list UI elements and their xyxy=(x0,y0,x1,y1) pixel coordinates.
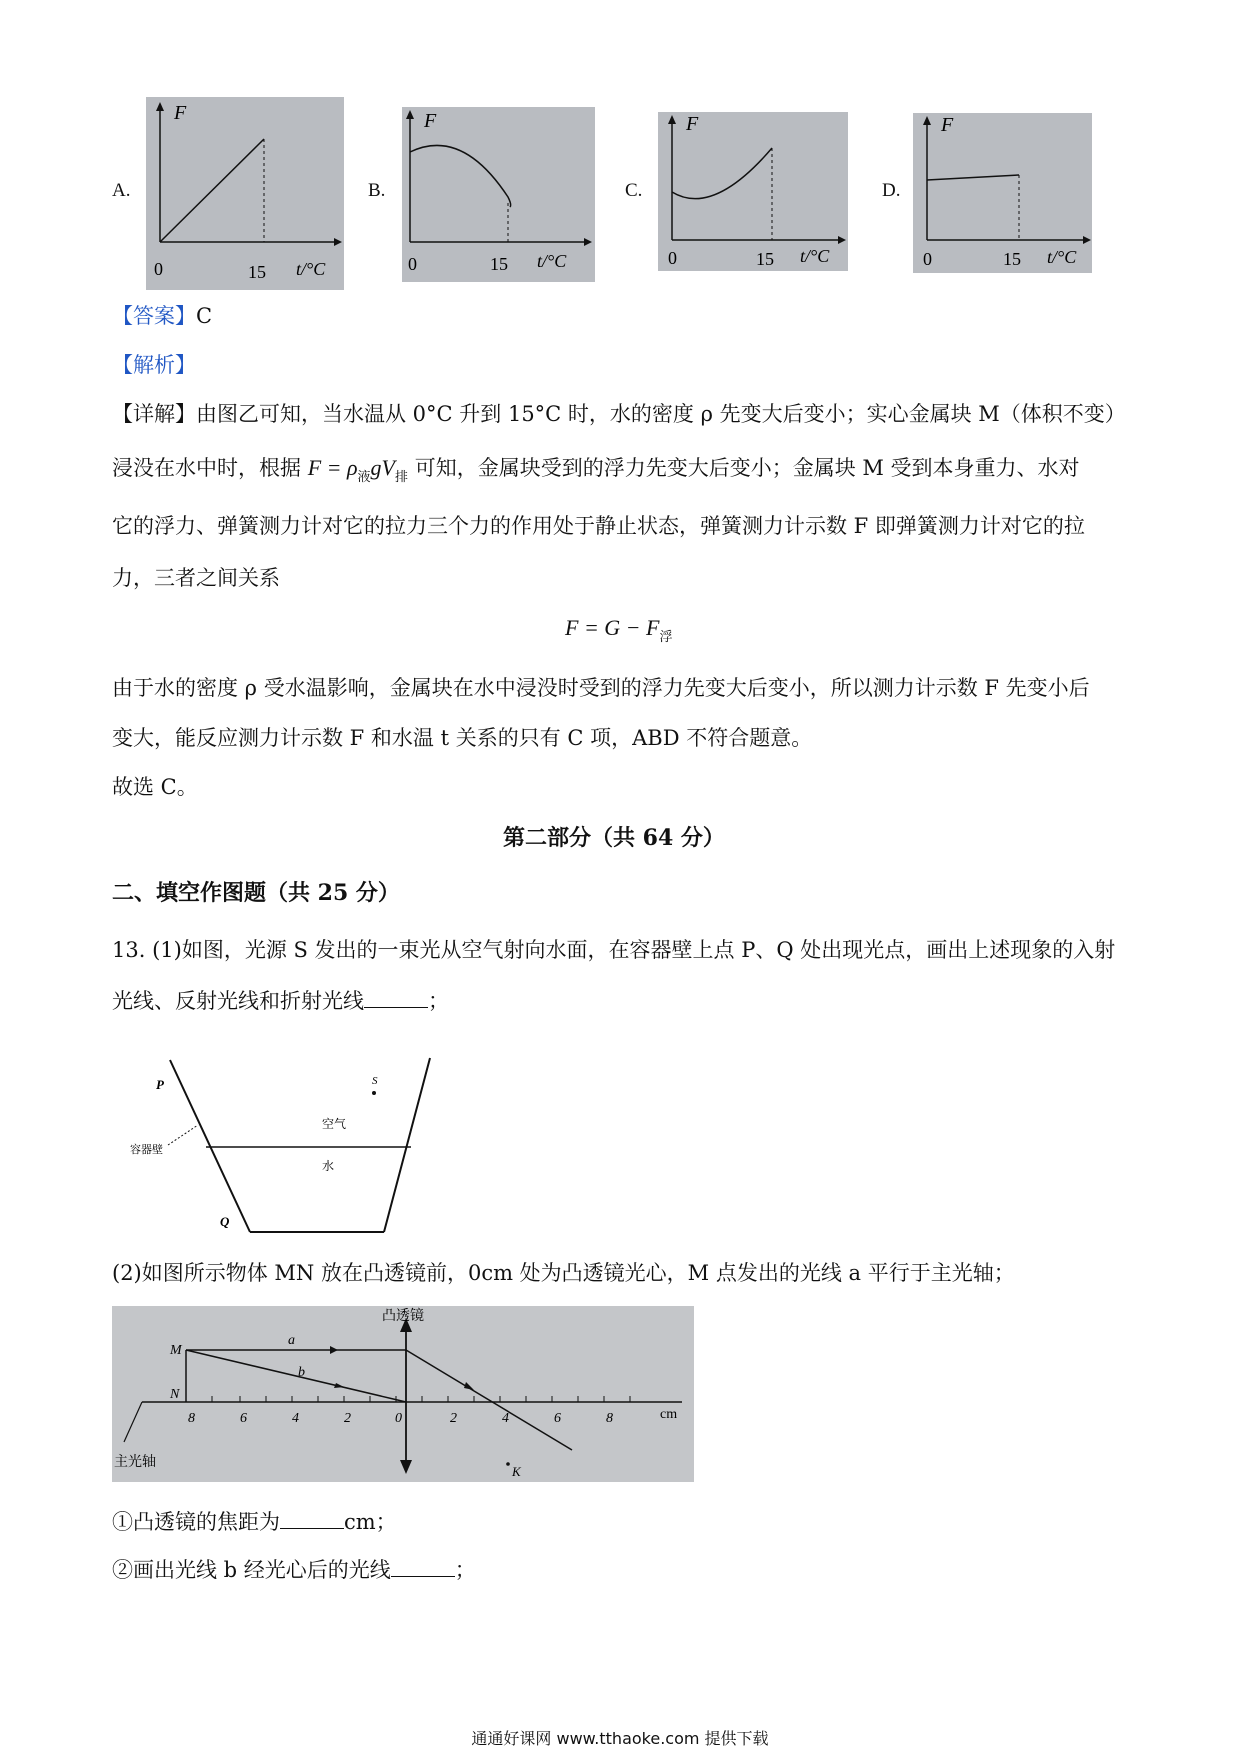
tick-2-right: 2 xyxy=(450,1411,457,1426)
label-wall: 容器壁 xyxy=(130,1144,163,1156)
label-a: a xyxy=(288,1333,295,1348)
tick-2-left: 2 xyxy=(344,1411,351,1426)
detail-line-1: 【详解】由图乙可知，当水温从 0°C 升到 15°C 时，水的密度 ρ 先变大后变小；实心金属块 M（体积不变） xyxy=(112,402,1126,426)
label-p: P xyxy=(156,1077,164,1092)
label-q: Q xyxy=(220,1214,230,1229)
origin-label: 0 xyxy=(408,254,417,274)
q13-line-2-end: ； xyxy=(428,989,449,1013)
tick-8-right: 8 xyxy=(606,1411,613,1426)
tick-4-left: 4 xyxy=(292,1411,299,1426)
x-axis-label: t/°C xyxy=(800,246,830,266)
label-b: b xyxy=(298,1365,305,1380)
force-formula xyxy=(565,615,672,645)
detail-line-7: 故选 C。 xyxy=(112,775,198,799)
answer-blank-1[interactable] xyxy=(364,985,428,1008)
y-axis-label: F xyxy=(424,110,437,132)
detail-line-2b: 可知，金属块受到的浮力先变大后变小；金属块 M 受到本身重力、水对 xyxy=(414,456,1080,480)
formula-sub-2: 排 xyxy=(395,469,409,484)
sub-question-2 xyxy=(112,1554,476,1585)
axis-label: 主光轴 xyxy=(114,1455,156,1470)
y-axis-label: F xyxy=(686,113,699,135)
y-axis-label: F xyxy=(174,102,187,124)
option-a-graph xyxy=(146,97,344,290)
origin-label: 0 xyxy=(154,259,163,279)
sub2-text: ②画出光线 b 经光心后的光线 xyxy=(112,1558,391,1582)
container-figure xyxy=(120,1050,450,1240)
buoyancy-formula xyxy=(307,455,409,484)
answer-line xyxy=(112,301,212,331)
origin-label: 0 xyxy=(668,248,677,268)
tick-8-left: 8 xyxy=(188,1411,195,1426)
unit-label: cm xyxy=(660,1407,678,1422)
detail-line-6: 变大，能反应测力计示数 F 和水温 t 关系的只有 C 项，ABD 不符合题意。 xyxy=(112,726,813,750)
answer-blank-2[interactable] xyxy=(280,1506,344,1529)
lens-figure xyxy=(112,1306,694,1482)
option-c-graph xyxy=(658,112,848,271)
lens-label: 凸透镜 xyxy=(382,1309,424,1324)
answer-value: C xyxy=(196,304,213,328)
label-air: 空气 xyxy=(322,1117,347,1131)
q13-part2-text: (2)如图所示物体 MN 放在凸透镜前，0cm 处为凸透镜光心，M 点发出的光线 a 平行于主光轴； xyxy=(112,1261,1015,1285)
sub1-text: ①凸透镜的焦距为 xyxy=(112,1510,280,1534)
q13-line-1: 13. (1)如图，光源 S 发出的一束光从空气射向水面，在容器壁上点 P、Q 处出现光点，画出上述现象的入射 xyxy=(112,938,1116,962)
sub1-end: cm； xyxy=(344,1510,397,1534)
label-s: S xyxy=(372,1075,378,1087)
tick-0: 0 xyxy=(395,1411,402,1426)
tick-6-right: 6 xyxy=(554,1411,561,1426)
option-b-graph xyxy=(402,107,595,282)
detail-line-2 xyxy=(112,453,1080,492)
label-water: 水 xyxy=(322,1159,335,1173)
detail-line-5: 由于水的密度 ρ 受水温影响，金属块在水中浸没时受到的浮力先变大后变小，所以测力计示数 F 先变小后 xyxy=(112,676,1090,700)
detail-line-4: 力，三者之间关系 xyxy=(112,566,280,590)
q13-line-2 xyxy=(112,985,449,1016)
section2-title: 二、填空作图题（共 25 分） xyxy=(112,880,400,906)
sub2-end: ； xyxy=(454,1558,476,1582)
label-m: M xyxy=(170,1343,182,1358)
tick-6-left: 6 xyxy=(240,1411,247,1426)
x-tick-label: 15 xyxy=(1003,249,1021,269)
detail-line-2a: 浸没在水中时，根据 xyxy=(112,456,301,480)
formula-part: F = ρ xyxy=(307,455,358,480)
tick-4-right: 4 xyxy=(502,1411,509,1426)
y-axis-label: F xyxy=(941,114,954,136)
analysis-tag: 【解析】 xyxy=(112,353,196,377)
option-d-label: D. xyxy=(882,180,901,201)
sub-question-1 xyxy=(112,1506,397,1537)
force-formula-main: F = G − F xyxy=(565,615,660,640)
origin-label: 0 xyxy=(923,249,932,269)
x-axis-label: t/°C xyxy=(1047,247,1077,267)
x-tick-label: 15 xyxy=(490,254,508,274)
answer-tag: 【答案】 xyxy=(112,304,196,328)
option-d-graph xyxy=(913,113,1092,273)
option-c-label: C. xyxy=(625,180,643,201)
label-k: K xyxy=(512,1464,521,1479)
force-formula-sub: 浮 xyxy=(659,629,673,644)
x-tick-label: 15 xyxy=(248,262,266,282)
x-tick-label: 15 xyxy=(756,249,774,269)
detail-line-3: 它的浮力、弹簧测力计对它的拉力三个力的作用处于静止状态，弹簧测力计示数 F 即弹簧测力计对它的拉 xyxy=(112,514,1085,538)
formula-sub: 液 xyxy=(357,469,371,484)
q13-line-2-text: 光线、反射光线和折射光线 xyxy=(112,989,364,1013)
x-axis-label: t/°C xyxy=(296,259,326,279)
label-n: N xyxy=(170,1387,180,1402)
option-a-label: A. xyxy=(112,180,131,201)
part2-title: 第二部分（共 64 分） xyxy=(503,825,725,851)
page-footer: 通通好课网 www.tthaoke.com 提供下载 xyxy=(471,1729,769,1748)
x-axis-label: t/°C xyxy=(537,251,567,271)
formula-part-b: gV xyxy=(370,455,395,480)
option-b-label: B. xyxy=(368,180,386,201)
answer-blank-3[interactable] xyxy=(391,1554,455,1577)
